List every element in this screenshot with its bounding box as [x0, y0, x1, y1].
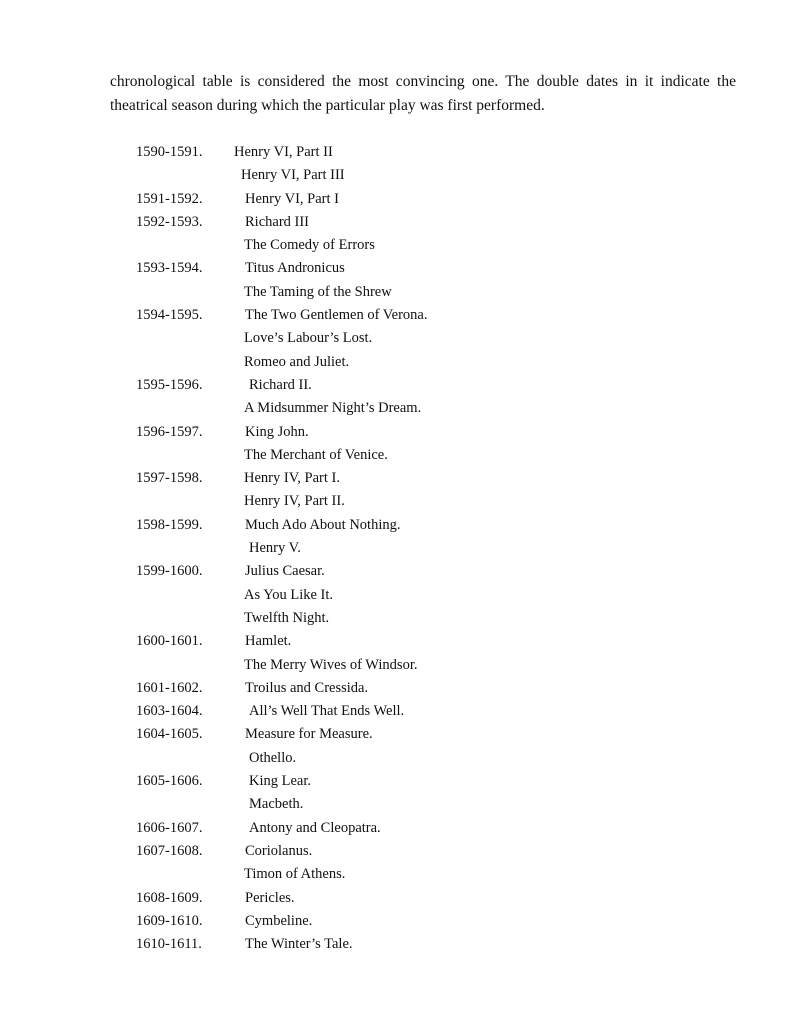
season-date: 1595-1596. — [136, 376, 203, 393]
season-date: 1607-1608. — [136, 842, 203, 859]
play-title: Antony and Cleopatra. — [249, 819, 381, 836]
table-row — [0, 793, 791, 816]
play-title: King John. — [245, 423, 309, 440]
season-date: 1606-1607. — [136, 819, 203, 836]
play-title: Othello. — [249, 749, 297, 766]
play-title: Henry IV, Part II. — [244, 493, 345, 510]
play-title: Timon of Athens. — [244, 866, 346, 883]
table-row — [0, 374, 791, 397]
table-row — [0, 141, 791, 164]
table-row — [0, 281, 791, 304]
intro-paragraph — [110, 70, 736, 118]
table-row — [0, 188, 791, 211]
play-title: Measure for Measure. — [245, 726, 373, 743]
table-row — [0, 467, 791, 490]
play-title: Henry VI, Part I — [245, 190, 339, 207]
table-row — [0, 863, 791, 886]
play-title: All’s Well That Ends Well. — [249, 703, 405, 720]
play-title: Henry VI, Part II — [234, 144, 333, 160]
season-date: 1596-1597. — [136, 423, 203, 440]
play-title: Julius Caesar. — [245, 563, 325, 580]
season-date: 1609-1610. — [136, 912, 203, 929]
season-date: 1604-1605. — [136, 726, 203, 743]
table-row — [0, 444, 791, 467]
season-date: 1600-1601. — [136, 633, 203, 650]
play-title: Much Ado About Nothing. — [245, 516, 401, 533]
table-row — [0, 817, 791, 840]
table-row — [0, 933, 791, 956]
play-title: Pericles. — [245, 889, 295, 906]
table-row — [0, 164, 791, 187]
season-date: 1594-1595. — [136, 307, 203, 324]
table-row — [0, 723, 791, 746]
table-row — [0, 351, 791, 374]
table-row — [0, 257, 791, 280]
intro-line-2: theatrical season during which the particular play was first performed. — [110, 97, 545, 114]
play-title: The Two Gentlemen of Verona. — [245, 307, 428, 324]
season-date: 1605-1606. — [136, 773, 203, 790]
play-title: A Midsummer Night’s Dream. — [244, 400, 422, 417]
table-row — [0, 421, 791, 444]
play-title: The Winter’s Tale. — [245, 936, 353, 953]
table-row — [0, 747, 791, 770]
table-row — [0, 770, 791, 793]
play-title: The Merry Wives of Windsor. — [244, 656, 418, 673]
table-row — [0, 304, 791, 327]
play-title: King Lear. — [249, 773, 312, 790]
season-date: 1592-1593. — [136, 213, 203, 230]
table-row — [0, 234, 791, 257]
table-row — [0, 514, 791, 537]
table-row — [0, 654, 791, 677]
play-title: The Taming of the Shrew — [244, 283, 392, 300]
season-date: 1598-1599. — [136, 516, 203, 533]
table-row — [0, 211, 791, 234]
season-date: 1599-1600. — [136, 563, 203, 580]
season-date: 1601-1602. — [136, 679, 203, 696]
play-title: Henry VI, Part III — [241, 167, 345, 184]
season-date: 1610-1611. — [136, 936, 202, 953]
table-row — [0, 560, 791, 583]
play-title: Cymbeline. — [245, 912, 313, 929]
table-row — [0, 887, 791, 910]
season-date: 1591-1592. — [136, 190, 203, 207]
play-title: Richard III — [245, 213, 310, 230]
table-row — [0, 630, 791, 653]
intro-line-1: chronological table is considered the most convincing one. The double dates in it indicate the — [110, 73, 736, 90]
table-row — [0, 397, 791, 420]
play-title: Love’s Labour’s Lost. — [244, 330, 373, 347]
season-date: 1603-1604. — [136, 703, 203, 720]
season-date: 1593-1594. — [136, 260, 203, 277]
table-row — [0, 490, 791, 513]
play-title: The Merchant of Venice. — [244, 446, 388, 463]
play-title: Romeo and Juliet. — [244, 353, 350, 370]
play-title: Hamlet. — [245, 633, 292, 650]
play-title: Richard II. — [249, 376, 312, 393]
play-title: Troilus and Cressida. — [245, 679, 369, 696]
table-row — [0, 840, 791, 863]
season-date: 1590-1591. — [136, 144, 203, 160]
table-row — [0, 677, 791, 700]
play-title: Twelfth Night. — [244, 609, 330, 626]
table-row — [0, 910, 791, 933]
play-title: Henry V. — [249, 540, 301, 557]
play-title: Titus Andronicus — [245, 260, 345, 277]
play-title: Coriolanus. — [245, 842, 313, 859]
season-date: 1597-1598. — [136, 470, 203, 487]
table-row — [0, 700, 791, 723]
table-row — [0, 584, 791, 607]
chronology-table — [0, 141, 791, 956]
play-title: The Comedy of Errors — [244, 237, 375, 254]
play-title: As You Like It. — [244, 586, 334, 603]
table-row — [0, 327, 791, 350]
play-title: Henry IV, Part I. — [244, 470, 340, 487]
play-title: Macbeth. — [249, 796, 304, 813]
season-date: 1608-1609. — [136, 889, 203, 906]
table-row — [0, 537, 791, 560]
table-row — [0, 607, 791, 630]
